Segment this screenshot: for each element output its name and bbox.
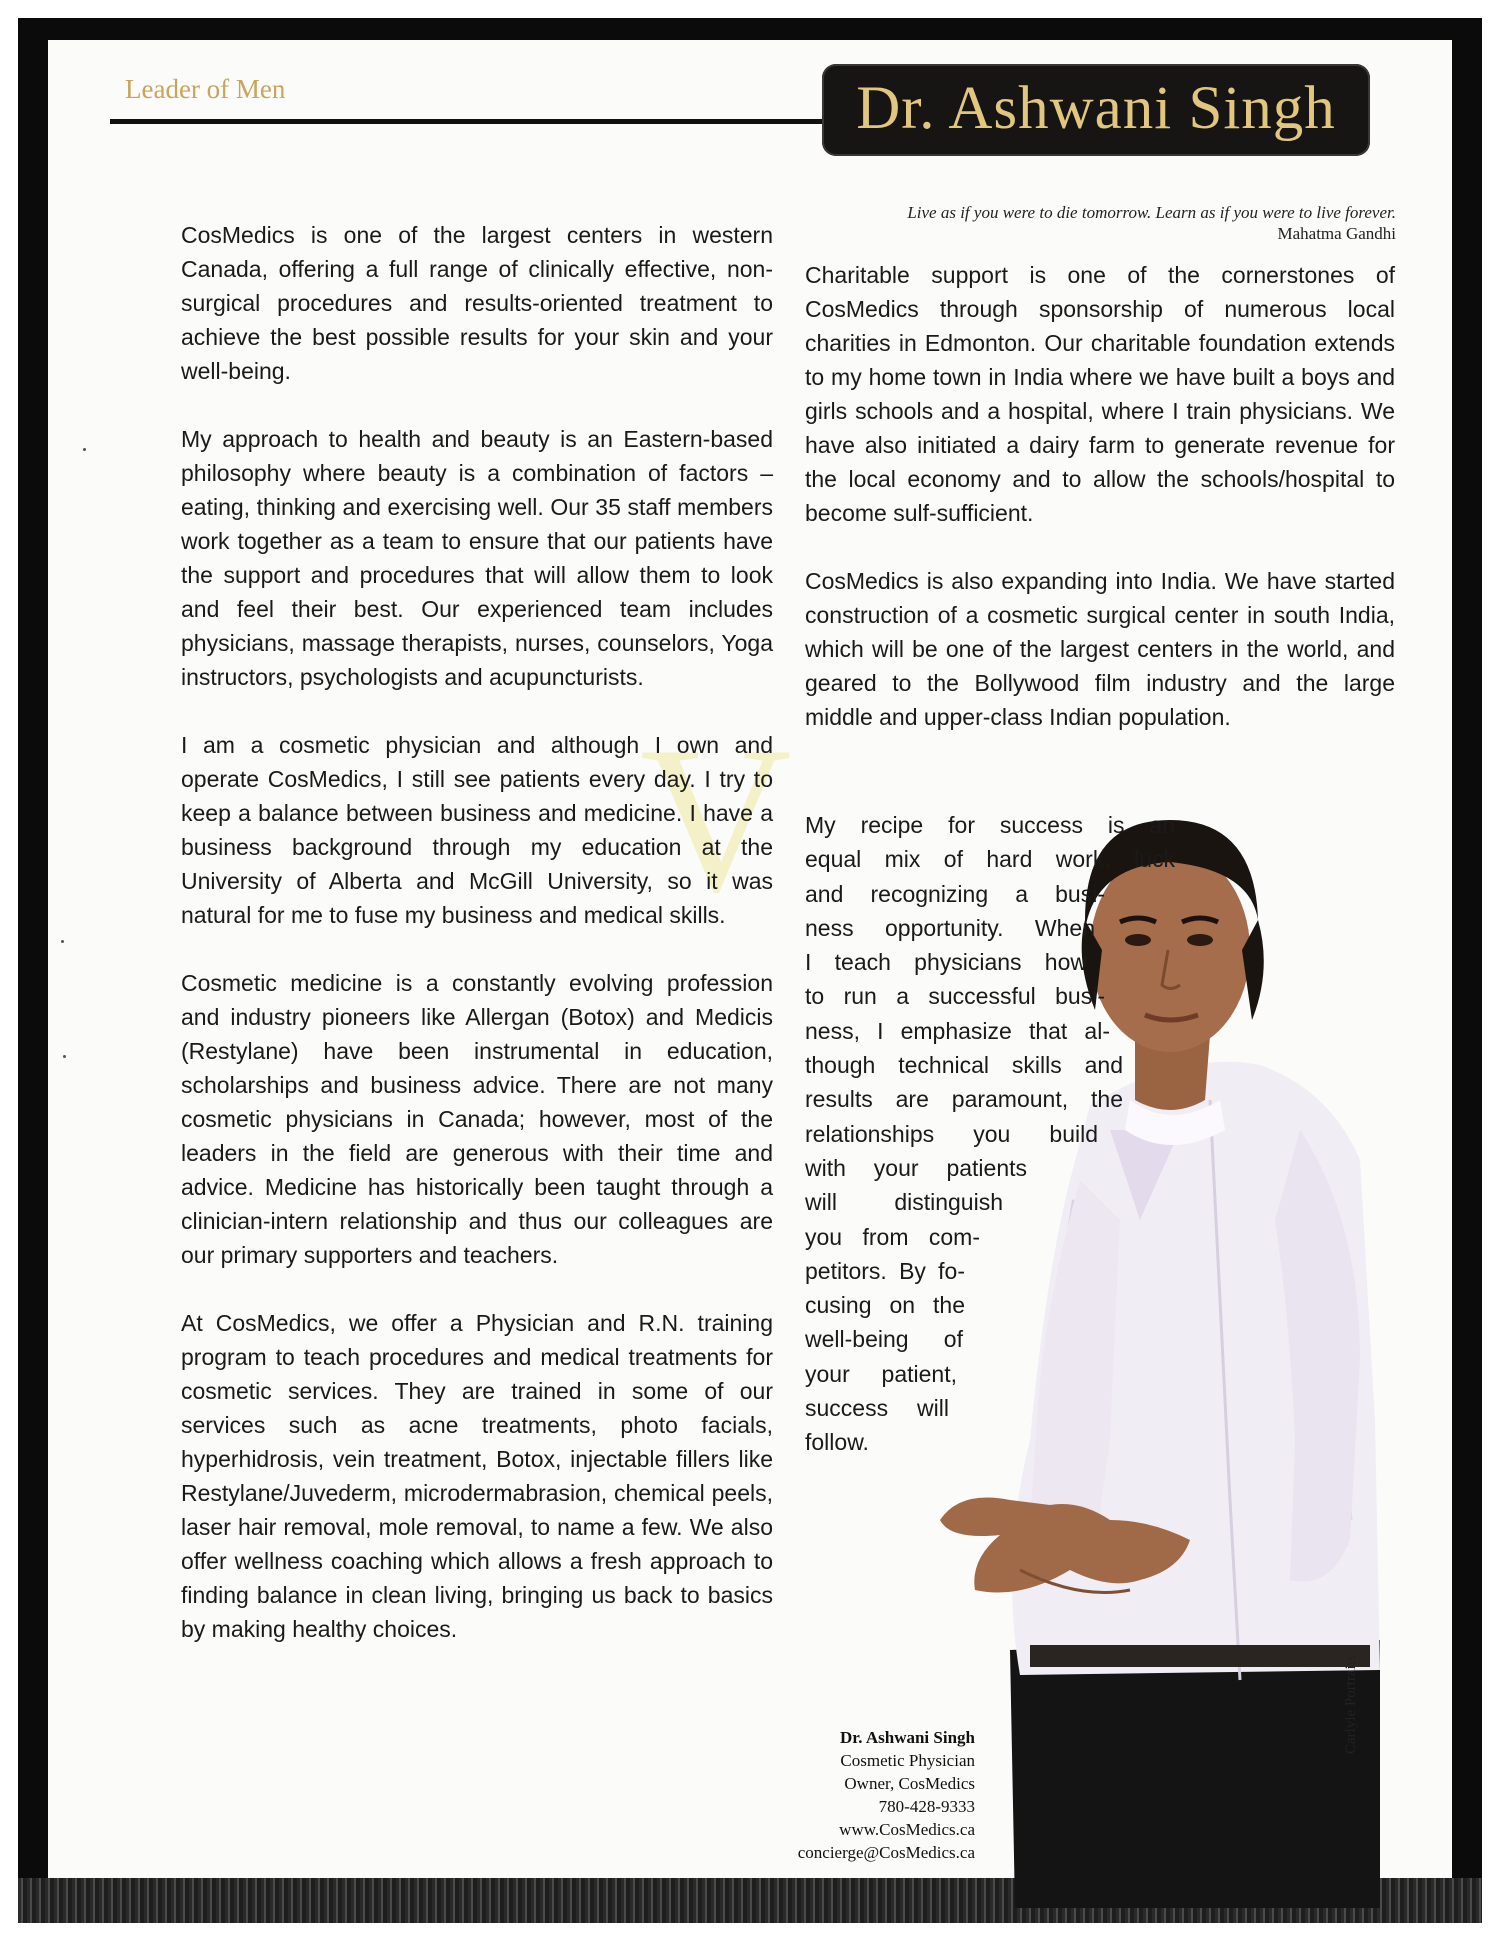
recipe-line: to run a successful busi- [805,983,1105,1010]
recipe-line: will distinguish [805,1189,1003,1216]
author-role: Cosmetic Physician [840,1751,975,1770]
paragraph: Charitable support is one of the cornerstones of CosMedics through sponsorship of numerous local charities in Edmonton. Our charitable foundation extends to my home town in India where we have built a boys and girls schools and a hospital, where I train physicians. We have also initiated a dairy farm to generate revenue for the local economy and to allow the schools/hospital to become sulf-sufficient. [805,262,1395,526]
header-rule [110,119,830,124]
recipe-line: equal mix of hard work, luck [805,846,1175,873]
quote-text: Live as if you were to die tomorrow. Learn as if you were to live forever. [907,203,1396,222]
recipe-line: ness, I emphasize that al- [805,1017,1110,1044]
scan-dust [83,448,86,451]
scan-dust [61,940,64,943]
recipe-line: relationships you build [805,1120,1098,1147]
paragraph: CosMedics is one of the largest centers in western Canada, offering a full range of clinically effective, non-surgical procedures and results-oriented treatment to achieve the best possible results for your skin and your well-being. [181,222,773,384]
watermark-logo: V [640,704,792,936]
recipe-line: though technical skills and [805,1052,1123,1079]
recipe-line: petitors. By fo- [805,1257,965,1284]
recipe-line: you from com- [805,1223,980,1250]
author-email: concierge@CosMedics.ca [797,1843,975,1862]
paragraph: CosMedics is also expanding into India. We have started construction of a cosmetic surgical center in south India, which will be one of the largest centers in the world, and geared to the Bollywood film industry and the large middle and upper-class Indian population. [805,568,1395,730]
paragraph: I am a cosmetic physician and although I own and operate CosMedics, I still see patients every day. I try to keep a balance between business and medicine. I have a business background through my education at the University of Alberta and McGill University, so it was natural for me to fuse my business and medical skills. [181,732,773,928]
author-phone: 780-428-9333 [878,1797,975,1816]
recipe-line: cusing on the [805,1292,965,1319]
scan-dust [63,1055,66,1058]
paragraph: Cosmetic medicine is a constantly evolving profession and industry pioneers like Allergan (Botox) and Medicis (Restylane) have been instrumental in education, scholarships and business advice. There are not many cosmetic physicians in Canada; however, most of the leaders in the field are generous with their time and advice. Medicine has historically been taught through a clinician-intern relationship and thus our colleagues are our primary supporters and teachers. [181,970,773,1268]
photo-credit: Carlyle Portraits [1343,1655,1359,1754]
recipe-line: follow. [805,1429,869,1456]
author-website: www.CosMedics.ca [839,1820,975,1839]
recipe-line: success will [805,1395,949,1422]
author-signature [760,1726,975,1864]
paragraph: My approach to health and beauty is an Eastern-based philosophy where beauty is a combination of factors – eating, thinking and exercising well. Our 35 staff members work together as a team to ensure that our patients have the support and procedures that will allow them to look and feel their best. Our experienced team includes physicians, massage therapists, nurses, counselors, Yoga instructors, psychologists and acupuncturists. [181,426,773,690]
section-tag: Leader of Men [125,74,286,104]
recipe-line: My recipe for success is an [805,812,1175,838]
left-column [181,218,773,1680]
title-banner [822,64,1370,156]
author-owner: Owner, CosMedics [844,1774,975,1793]
recipe-line: well-being of [805,1326,963,1353]
recipe-line: and recognizing a busi- [805,880,1105,907]
quote-author: Mahatma Gandhi [1277,224,1396,243]
recipe-line: results are paramount, the [805,1086,1123,1113]
epigraph [720,202,1396,244]
recipe-paragraph [805,808,1175,1460]
page-title: Dr. Ashwani Singh [856,75,1336,142]
right-column [805,258,1395,768]
paragraph: At CosMedics, we offer a Physician and R.N. training program to teach procedures and medical treatments for cosmetic services. They are trained in some of our services such as acne treatments, photo facials, hyperhidrosis, vein treatment, Botox, injectable fillers like Restylane/Juvederm, microdermabrasion, chemical peels, laser hair removal, mole removal, to name a few. We also offer wellness coaching which allows a fresh approach to finding balance in clean living, bringing us back to basics by making healthy choices. [181,1310,773,1642]
recipe-line: I teach physicians how [805,949,1087,976]
recipe-line: your patient, [805,1360,957,1387]
recipe-line: ness opportunity. When [805,914,1095,941]
author-name: Dr. Ashwani Singh [840,1728,975,1747]
recipe-line: with your patients [805,1154,1027,1181]
